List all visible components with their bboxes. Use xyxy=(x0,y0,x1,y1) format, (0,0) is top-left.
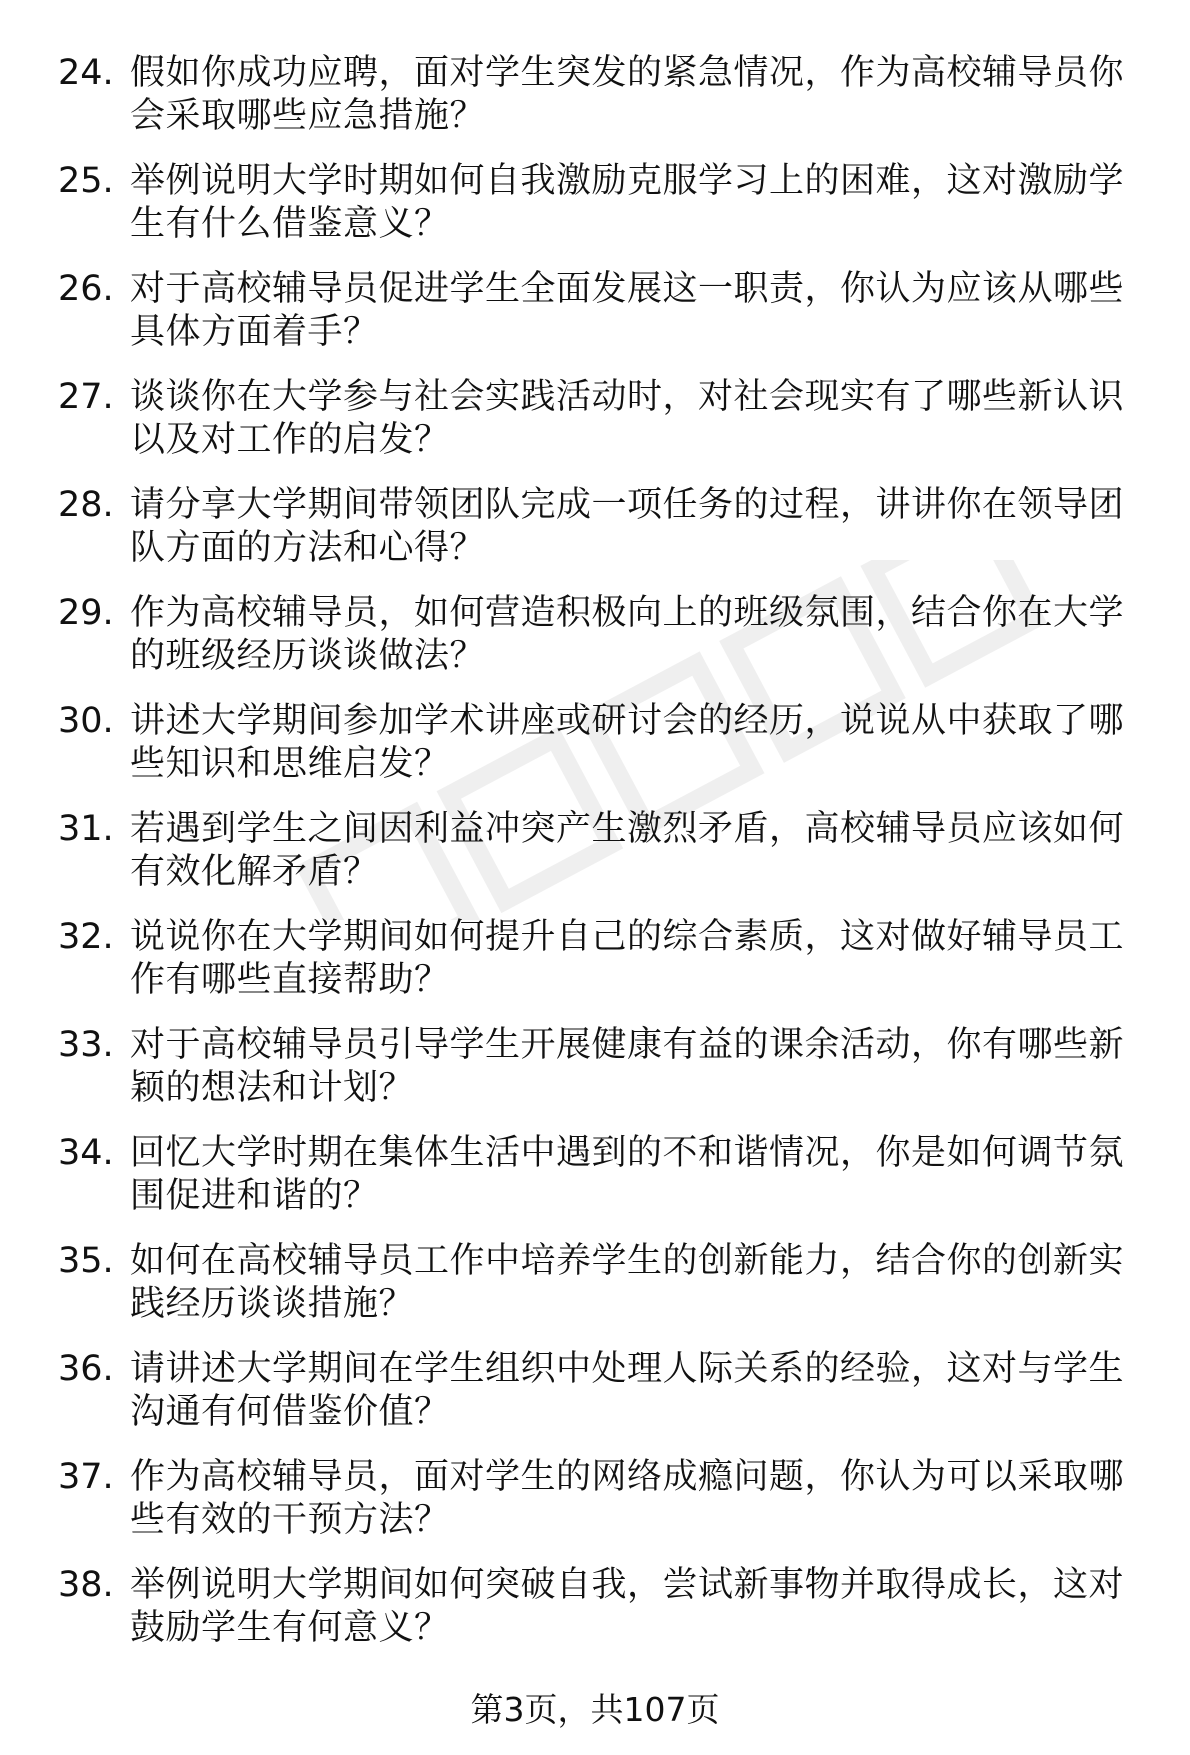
question-text: 举例说明大学时期如何自我激励克服学习上的困难，这对激励学生有什么借鉴意义？ xyxy=(130,161,1125,244)
question-number: 28. xyxy=(58,485,114,525)
question-number: 33. xyxy=(58,1025,114,1065)
list-item xyxy=(58,1564,1148,1672)
question-number: 24. xyxy=(58,53,114,93)
question-text: 举例说明大学期间如何突破自我，尝试新事物并取得成长，这对鼓励学生有何意义？ xyxy=(130,1565,1125,1648)
list-item xyxy=(58,52,1148,160)
question-number: 29. xyxy=(58,593,114,633)
list-item xyxy=(58,484,1148,592)
question-text: 作为高校辅导员，如何营造积极向上的班级氛围，结合你在大学的班级经历谈谈做法？ xyxy=(130,593,1125,676)
question-text: 讲述大学期间参加学术讲座或研讨会的经历，说说从中获取了哪些知识和思维启发？ xyxy=(130,701,1125,784)
question-number: 37. xyxy=(58,1457,114,1497)
question-number: 38. xyxy=(58,1565,114,1605)
question-text: 请讲述大学期间在学生组织中处理人际关系的经验，这对与学生沟通有何借鉴价值？ xyxy=(130,1349,1125,1432)
list-item xyxy=(58,1024,1148,1132)
question-number: 32. xyxy=(58,917,114,957)
question-list xyxy=(58,52,1148,1672)
question-text: 假如你成功应聘，面对学生突发的紧急情况，作为高校辅导员你会采取哪些应急措施？ xyxy=(130,53,1125,136)
question-text: 请分享大学期间带领团队完成一项任务的过程，讲讲你在领导团队方面的方法和心得？ xyxy=(130,485,1125,568)
question-text: 说说你在大学期间如何提升自己的综合素质，这对做好辅导员工作有哪些直接帮助？ xyxy=(130,917,1125,1000)
question-text: 回忆大学时期在集体生活中遇到的不和谐情况，你是如何调节氛围促进和谐的？ xyxy=(130,1133,1125,1216)
question-text: 谈谈你在大学参与社会实践活动时，对社会现实有了哪些新认识以及对工作的启发？ xyxy=(130,377,1125,460)
list-item xyxy=(58,916,1148,1024)
question-text: 如何在高校辅导员工作中培养学生的创新能力，结合你的创新实践经历谈谈措施？ xyxy=(130,1241,1125,1324)
question-text: 作为高校辅导员，面对学生的网络成瘾问题，你认为可以采取哪些有效的干预方法？ xyxy=(130,1457,1125,1540)
list-item xyxy=(58,1456,1148,1564)
question-number: 25. xyxy=(58,161,114,201)
list-item xyxy=(58,1348,1148,1456)
page-footer: 第3页，共107页 xyxy=(470,1690,720,1729)
list-item xyxy=(58,1240,1148,1348)
question-text: 对于高校辅导员引导学生开展健康有益的课余活动，你有哪些新颖的想法和计划？ xyxy=(130,1025,1125,1108)
list-item xyxy=(58,268,1148,376)
question-number: 31. xyxy=(58,809,114,849)
question-text: 对于高校辅导员促进学生全面发展这一职责，你认为应该从哪些具体方面着手？ xyxy=(130,269,1125,352)
list-item xyxy=(58,808,1148,916)
question-number: 30. xyxy=(58,701,114,741)
question-number: 27. xyxy=(58,377,114,417)
list-item xyxy=(58,1132,1148,1240)
question-number: 36. xyxy=(58,1349,114,1389)
list-item xyxy=(58,700,1148,808)
list-item xyxy=(58,376,1148,484)
question-number: 35. xyxy=(58,1241,114,1281)
question-number: 34. xyxy=(58,1133,114,1173)
question-text: 若遇到学生之间因利益冲突产生激烈矛盾，高校辅导员应该如何有效化解矛盾？ xyxy=(130,809,1125,892)
question-number: 26. xyxy=(58,269,114,309)
list-item xyxy=(58,160,1148,268)
list-item xyxy=(58,592,1148,700)
